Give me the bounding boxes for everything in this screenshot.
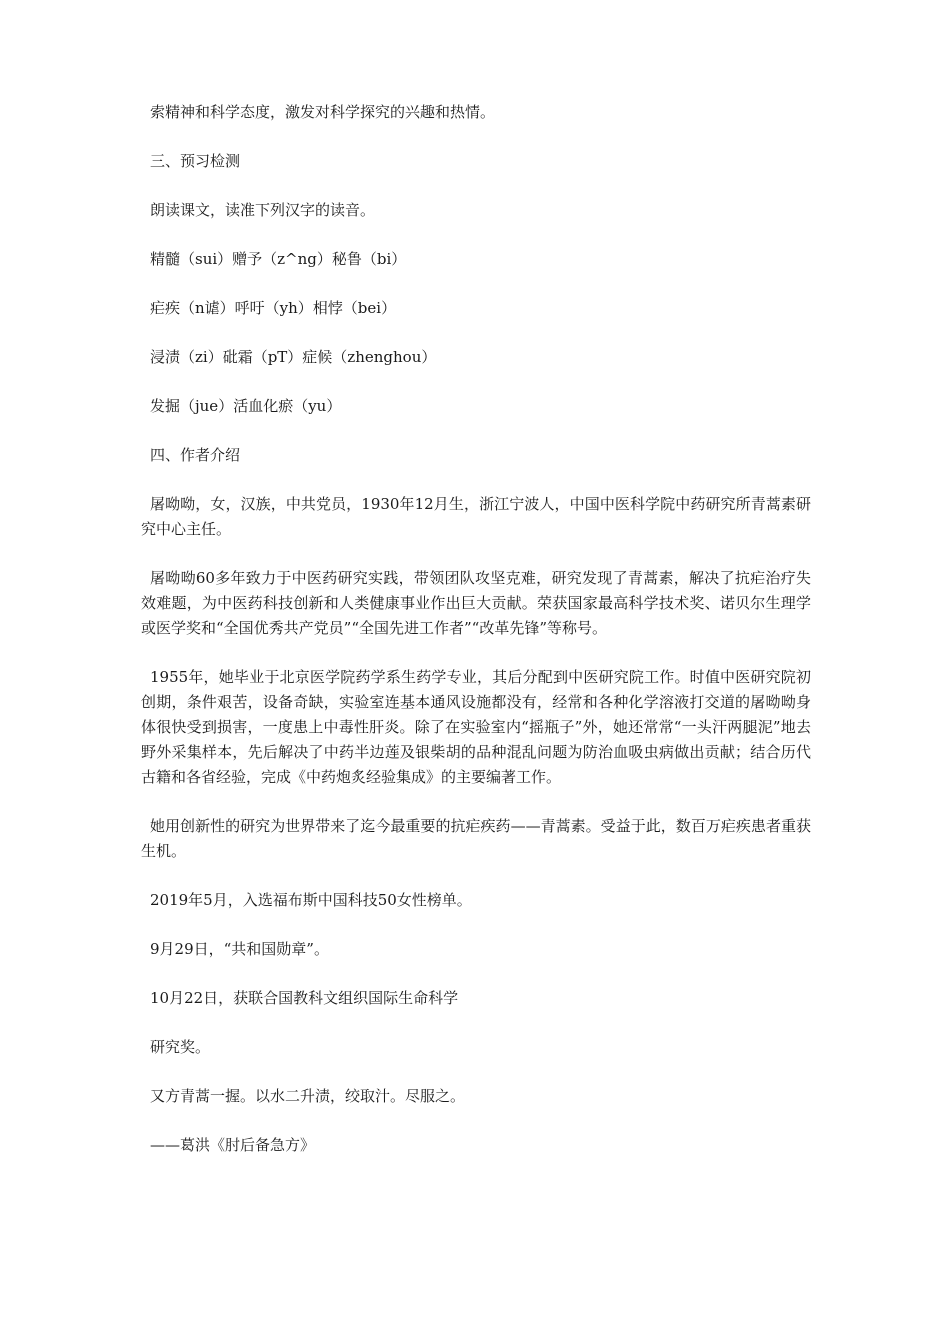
section-heading-author-intro: 四、作者介绍 xyxy=(150,446,241,464)
pronunciation-line-3: 浸渍（zi）砒霜（pT）症候（zhenghou） xyxy=(150,348,437,366)
quote-attribution: ——葛洪《肘后备急方》 xyxy=(150,1136,316,1154)
pronunciation-line-4: 发掘（jue）活血化瘀（yu） xyxy=(150,397,342,415)
section-heading-preview-check: 三、预习检测 xyxy=(150,152,241,170)
paragraph-artemisinin: 她用创新性的研究为世界带来了迄今最重要的抗疟疾药——青蒿素。受益于此，数百万疟疾患者重获生机。 xyxy=(141,817,811,860)
paragraph-ancient-quote: 又方青蒿一握。以水二升渍，绞取汁。尽服之。 xyxy=(150,1087,466,1105)
pronunciation-line-1: 精髓（sui）赠予（z^ng）秘鲁（bi） xyxy=(150,250,407,268)
paragraph-unesco-award: 10月22日，获联合国教科文组织国际生命科学 xyxy=(150,989,459,1007)
paragraph-author-career: 1955年，她毕业于北京医学院药学系生药学专业，其后分配到中医研究院工作。时值中医研究院初创期，条件艰苦，设备奇缺，实验室连基本通风设施都没有，经常和各种化学溶液打交道的屠呦呦身体很快受到损害，一度患上中毒性肝炎。除了在实验室内“摇瓶子”外，她还常常“一头汗两腿泥”地去野外采集样本，先后解决了中药半边莲及银柴胡的品种混乱问题为防治血吸虫病做出贡献；结合历代古籍和各省经验，完成《中药炮炙经验集成》的主要编著工作。 xyxy=(141,668,811,786)
paragraph-research-prize: 研究奖。 xyxy=(150,1038,211,1056)
document-page xyxy=(141,100,811,1182)
paragraph-author-bio: 屠呦呦，女，汉族，中共党员，1930年12月生，浙江宁波人，中国中医科学院中药研究所青蒿素研究中心主任。 xyxy=(141,495,811,538)
paragraph-author-achievements: 屠呦呦60多年致力于中医药研究实践，带领团队攻坚克难，研究发现了青蒿素，解决了抗疟治疗失效难题，为中医药科技创新和人类健康事业作出巨大贡献。荣获国家最高科学技术奖、诺贝尔生理学或医学奖和“全国优秀共产党员”“全国先进工作者”“改革先锋”等称号。 xyxy=(141,569,811,637)
paragraph-republic-medal: 9月29日，“共和国勋章”。 xyxy=(150,940,329,958)
paragraph-intro-continuation: 索精神和科学态度，激发对科学探究的兴趣和热情。 xyxy=(150,103,496,121)
pronunciation-line-2: 疟疾（n谑）呼吁（yh）相悖（bei） xyxy=(150,299,397,317)
paragraph-forbes-2019: 2019年5月，入选福布斯中国科技50女性榜单。 xyxy=(150,891,472,909)
paragraph-reading-instruction: 朗读课文，读准下列汉字的读音。 xyxy=(150,201,376,219)
